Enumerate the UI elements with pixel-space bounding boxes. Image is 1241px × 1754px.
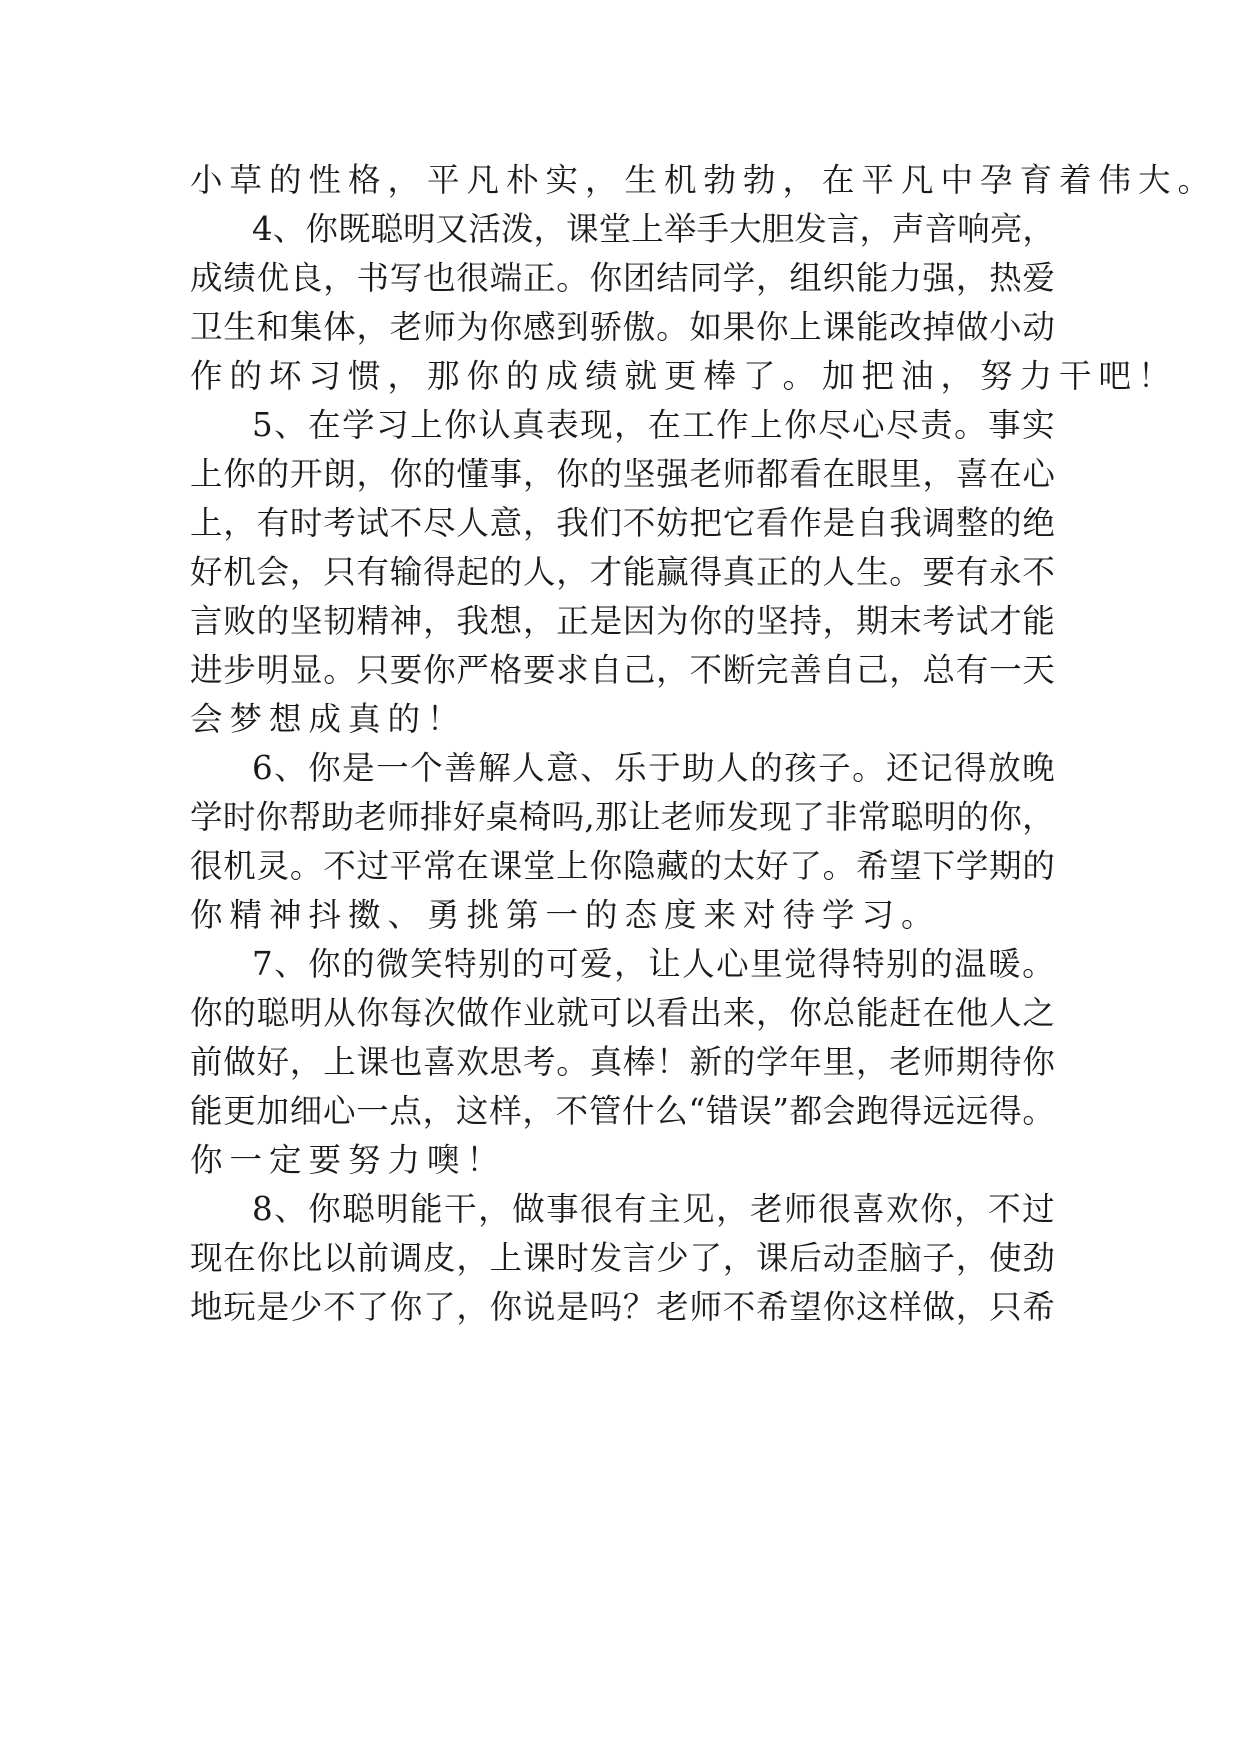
text-line: 进 步 明 显 。 只 要 你 严 格 要 求 自 己 ， 不 断 完 善 自 己 ， 总 有 一 天 xyxy=(190,651,1055,689)
text-line: 你一定要努力噢！ xyxy=(190,1141,507,1179)
text-line: 上 你 的 开 朗 ， 你 的 懂 事 ， 你 的 坚 强 老 师 都 看 在 眼 里 ， 喜 在 心 xyxy=(190,455,1055,493)
text-line: 你精神抖擞、勇挑第一的态度来对待学习。 xyxy=(190,896,941,934)
text-line: 你 的 聪 明 从 你 每 次 做 作 业 就 可 以 看 出 来 ， 你 总 能 赶 在 他 人 之 xyxy=(190,994,1055,1032)
text-line: 卫 生 和 集 体 ， 老 师 为 你 感 到 骄 傲 。 如 果 你 上 课 能 改 掉 做 小 动 xyxy=(190,308,1055,346)
paragraph-5-first-line: 5 、 在 学 习 上 你 认 真 表 现 ， 在 工 作 上 你 尽 心 尽 责 。 事 实 xyxy=(252,406,1055,444)
text-line: 地 玩 是 少 不 了 你 了 ， 你 说 是 吗 ？ 老 师 不 希 望 你 这 样 做 ， 只 希 xyxy=(190,1288,1055,1326)
text-line: 小草的性格，平凡朴实，生机勃勃，在平凡中孕育着伟大。 xyxy=(190,161,1218,199)
paragraph-4-first-line: 4 、 你 既 聪 明 又 活 泼 ， 课 堂 上 举 手 大 胆 发 言 ， 声 音 响 亮 ， xyxy=(252,210,1055,248)
text-line: 作的坏习惯，那你的成绩就更棒了。加把油，努力干吧！ xyxy=(190,357,1178,395)
text-line: 好 机 会 ， 只 有 输 得 起 的 人 ， 才 能 赢 得 真 正 的 人 生 。 要 有 永 不 xyxy=(190,553,1055,591)
text-line: 很 机 灵 。 不 过 平 常 在 课 堂 上 你 隐 藏 的 太 好 了 。 希 望 下 学 期 的 xyxy=(190,847,1055,885)
text-line: 能 更 加 细 心 一 点 ， 这 样 ， 不 管 什 么 “ 错 误 ” 都 会 跑 得 远 远 得 。 xyxy=(190,1092,1055,1130)
paragraph-6-first-line: 6 、 你 是 一 个 善 解 人 意 、 乐 于 助 人 的 孩 子 。 还 记 得 放 晚 xyxy=(252,749,1055,787)
text-line: 上 ， 有 时 考 试 不 尽 人 意 ， 我 们 不 妨 把 它 看 作 是 自 我 调 整 的 绝 xyxy=(190,504,1055,542)
paragraph-8-first-line: 8 、 你 聪 明 能 干 ， 做 事 很 有 主 见 ， 老 师 很 喜 欢 你 ， 不 过 xyxy=(252,1190,1055,1228)
text-line: 成 绩 优 良 ， 书 写 也 很 端 正 。 你 团 结 同 学 ， 组 织 能 力 强 ， 热 爱 xyxy=(190,259,1055,297)
text-line: 言 败 的 坚 韧 精 神 ， 我 想 ， 正 是 因 为 你 的 坚 持 ， 期 末 考 试 才 能 xyxy=(190,602,1055,640)
paragraph-7-first-line: 7 、 你 的 微 笑 特 别 的 可 爱 ， 让 人 心 里 觉 得 特 别 的 温 暖 。 xyxy=(252,945,1055,983)
text-line: 学 时 你 帮 助 老 师 排 好 桌 椅 吗 , 那 让 老 师 发 现 了 非 常 聪 明 的 你 ， xyxy=(190,798,1055,836)
text-line: 前 做 好 ， 上 课 也 喜 欢 思 考 。 真 棒 ！ 新 的 学 年 里 ， 老 师 期 待 你 xyxy=(190,1043,1055,1081)
text-line: 现 在 你 比 以 前 调 皮 ， 上 课 时 发 言 少 了 ， 课 后 动 歪 脑 子 ， 使 劲 xyxy=(190,1239,1055,1277)
text-line: 会梦想成真的！ xyxy=(190,700,467,738)
